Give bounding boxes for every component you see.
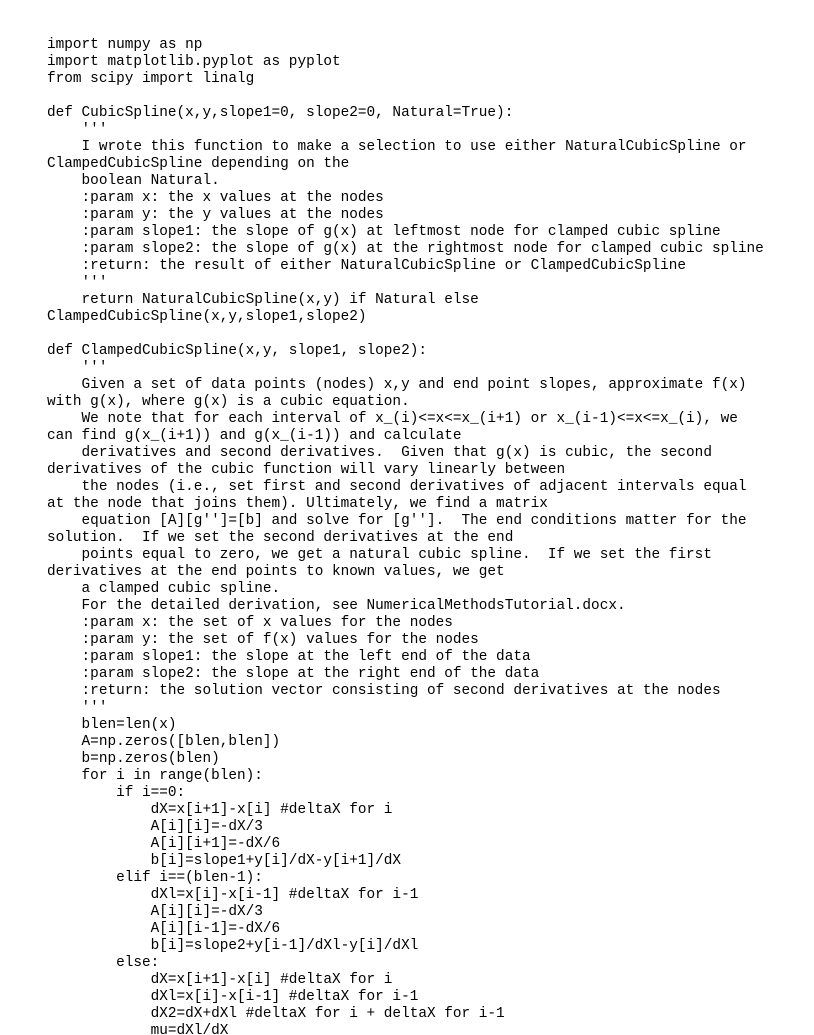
code-line: :param slope2: the slope at the right end of the data bbox=[47, 666, 540, 682]
code-line: dXl=x[i]-x[i-1] #deltaX for i-1 bbox=[47, 887, 419, 903]
code-line: :param slope2: the slope of g(x) at the rightmost node for clamped cubic spline bbox=[47, 241, 764, 257]
code-line: :param y: the y values at the nodes bbox=[47, 207, 384, 223]
code-line: a clamped cubic spline. bbox=[47, 581, 281, 597]
code-line: dX=x[i+1]-x[i] #deltaX for i bbox=[47, 802, 393, 818]
code-line: import numpy as np bbox=[47, 37, 203, 53]
code-line: A[i][i]=-dX/3 bbox=[47, 904, 263, 920]
code-line: mu=dXl/dX bbox=[47, 1023, 229, 1035]
code-line: can find g(x_(i+1)) and g(x_(i-1)) and calculate bbox=[47, 428, 462, 444]
code-line: solution. If we set the second derivatives at the end bbox=[47, 530, 514, 546]
code-line bbox=[47, 88, 807, 105]
code-line: ''' bbox=[47, 275, 108, 291]
code-line: dX2=dX+dXl #deltaX for i + deltaX for i-1 bbox=[47, 1006, 505, 1022]
code-line: if i==0: bbox=[47, 785, 186, 801]
code-line: ''' bbox=[47, 360, 108, 376]
code-line: I wrote this function to make a selection to use either NaturalCubicSpline or bbox=[47, 139, 747, 155]
code-line: A[i][i-1]=-dX/6 bbox=[47, 921, 281, 937]
code-line: :return: the solution vector consisting of second derivatives at the nodes bbox=[47, 683, 721, 699]
code-line: points equal to zero, we get a natural cubic spline. If we set the first bbox=[47, 547, 712, 563]
code-line: derivatives at the end points to known values, we get bbox=[47, 564, 505, 580]
code-line bbox=[47, 326, 807, 343]
code-line: boolean Natural. bbox=[47, 173, 220, 189]
code-line: We note that for each interval of x_(i)<=x<=x_(i+1) or x_(i-1)<=x<=x_(i), we bbox=[47, 411, 738, 427]
code-line: import matplotlib.pyplot as pyplot bbox=[47, 54, 341, 70]
code-line: A=np.zeros([blen,blen]) bbox=[47, 734, 281, 750]
code-line: ''' bbox=[47, 122, 108, 138]
code-line: return NaturalCubicSpline(x,y) if Natural else bbox=[47, 292, 479, 308]
code-line: ClampedCubicSpline(x,y,slope1,slope2) bbox=[47, 309, 367, 325]
code-line: equation [A][g'']=[b] and solve for [g'']. The end conditions matter for the bbox=[47, 513, 747, 529]
code-line: for i in range(blen): bbox=[47, 768, 263, 784]
code-line: :param y: the set of f(x) values for the nodes bbox=[47, 632, 479, 648]
code-line: :return: the result of either NaturalCubicSpline or ClampedCubicSpline bbox=[47, 258, 687, 274]
code-line: b[i]=slope2+y[i-1]/dXl-y[i]/dXl bbox=[47, 938, 419, 954]
code-line: derivatives and second derivatives. Given that g(x) is cubic, the second bbox=[47, 445, 712, 461]
code-line: derivatives of the cubic function will vary linearly between bbox=[47, 462, 566, 478]
code-line: else: bbox=[47, 955, 160, 971]
code-line: ClampedCubicSpline depending on the bbox=[47, 156, 350, 172]
code-line: the nodes (i.e., set first and second derivatives of adjacent intervals equal bbox=[47, 479, 747, 495]
code-line: A[i][i+1]=-dX/6 bbox=[47, 836, 281, 852]
code-line: :param x: the set of x values for the nodes bbox=[47, 615, 453, 631]
code-line: b[i]=slope1+y[i]/dX-y[i+1]/dX bbox=[47, 853, 402, 869]
code-line: Given a set of data points (nodes) x,y and end point slopes, approximate f(x) bbox=[47, 377, 747, 393]
code-line: :param slope1: the slope at the left end of the data bbox=[47, 649, 531, 665]
code-line: :param x: the x values at the nodes bbox=[47, 190, 384, 206]
code-line: ''' bbox=[47, 700, 108, 716]
code-line: elif i==(blen-1): bbox=[47, 870, 263, 886]
code-line: with g(x), where g(x) is a cubic equation. bbox=[47, 394, 410, 410]
code-line: dX=x[i+1]-x[i] #deltaX for i bbox=[47, 972, 393, 988]
code-line: b=np.zeros(blen) bbox=[47, 751, 220, 767]
code-line: :param slope1: the slope of g(x) at leftmost node for clamped cubic spline bbox=[47, 224, 721, 240]
code-line: dXl=x[i]-x[i-1] #deltaX for i-1 bbox=[47, 989, 419, 1005]
code-line: at the node that joins them). Ultimately, we find a matrix bbox=[47, 496, 548, 512]
code-line: from scipy import linalg bbox=[47, 71, 255, 87]
code-listing bbox=[47, 37, 807, 1035]
code-line: def CubicSpline(x,y,slope1=0, slope2=0, Natural=True): bbox=[47, 105, 514, 121]
code-line: blen=len(x) bbox=[47, 717, 177, 733]
code-line: def ClampedCubicSpline(x,y, slope1, slope2): bbox=[47, 343, 427, 359]
code-line: For the detailed derivation, see NumericalMethodsTutorial.docx. bbox=[47, 598, 626, 614]
code-line: A[i][i]=-dX/3 bbox=[47, 819, 263, 835]
